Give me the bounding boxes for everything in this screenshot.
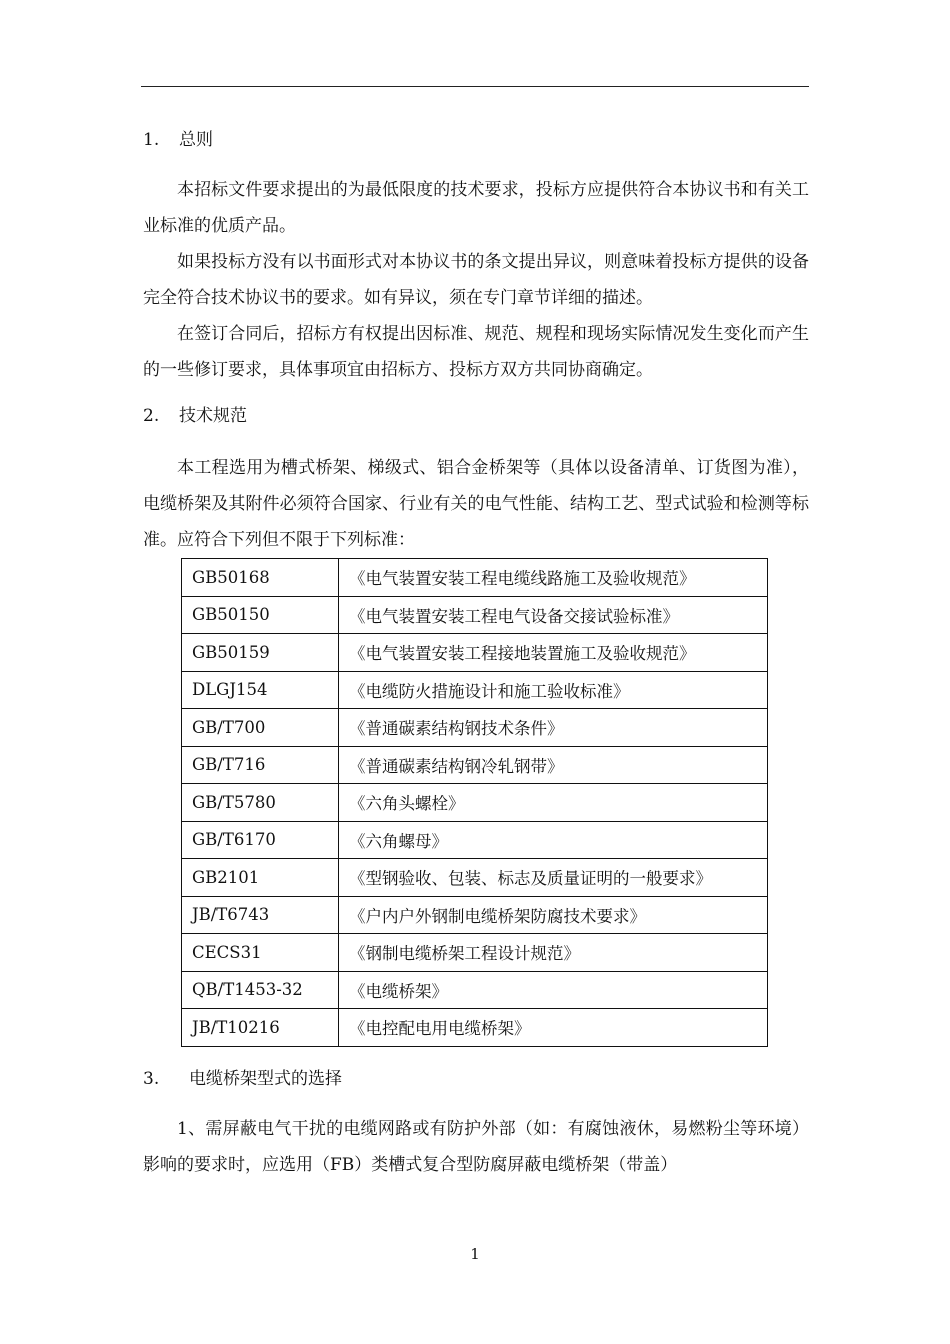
standard-name: 《电缆防火措施设计和施工验收标准》 xyxy=(339,671,768,709)
standard-code: GB/T716 xyxy=(182,746,339,784)
standard-code: JB/T6743 xyxy=(182,896,339,934)
table-row xyxy=(182,671,768,709)
section-title: 电缆桥架型式的选择 xyxy=(189,1068,342,1089)
section-3-heading xyxy=(143,1067,809,1091)
standard-name: 《普通碳素结构钢冷轧钢带》 xyxy=(339,746,768,784)
standard-name: 《电气装置安装工程接地装置施工及验收规范》 xyxy=(339,634,768,672)
table-row xyxy=(182,784,768,822)
table-row xyxy=(182,971,768,1009)
standard-name: 《六角头螺栓》 xyxy=(339,784,768,822)
standard-code: GB50168 xyxy=(182,559,339,597)
paragraph: 本招标文件要求提出的为最低限度的技术要求，投标方应提供符合本协议书和有关工业标准的优质产品。 xyxy=(143,180,809,236)
table-row xyxy=(182,821,768,859)
table-row xyxy=(182,1009,768,1047)
table-row xyxy=(182,709,768,747)
paragraph: 如果投标方没有以书面形式对本协议书的条文提出异议，则意味着投标方提供的设备完全符合技术协议书的要求。如有异议，须在专门章节详细的描述。 xyxy=(143,252,809,308)
paragraph: 在签订合同后，招标方有权提出因标准、规范、规程和现场实际情况发生变化而产生的一些修订要求，具体事项宜由招标方、投标方双方共同协商确定。 xyxy=(143,324,809,380)
standards-table xyxy=(181,558,768,1047)
standard-code: GB/T5780 xyxy=(182,784,339,822)
section-number: 3. xyxy=(143,1068,160,1089)
standard-code: JB/T10216 xyxy=(182,1009,339,1047)
section-title: 技术规范 xyxy=(179,406,247,426)
table-row xyxy=(182,934,768,972)
standard-code: GB/T700 xyxy=(182,709,339,747)
paragraph: 本工程选用为槽式桥架、梯级式、铝合金桥架等（具体以设备清单、订货图为准），电缆桥架及其附件必须符合国家、行业有关的电气性能、结构工艺、型式试验和检测等标准。应符合下列但不限于下列标准： xyxy=(143,458,809,550)
paragraph: 1、需屏蔽电气干扰的电缆网路或有防护外部（如：有腐蚀液休，易燃粉尘等环境）影响的要求时，应选用（FB）类槽式复合型防腐屏蔽电缆桥架（带盖） xyxy=(143,1118,809,1175)
standard-code: DLGJ154 xyxy=(182,671,339,709)
standard-name: 《钢制电缆桥架工程设计规范》 xyxy=(339,934,768,972)
table-row xyxy=(182,559,768,597)
section-number: 1. xyxy=(143,130,160,150)
standard-name: 《电缆桥架》 xyxy=(339,971,768,1009)
table-row xyxy=(182,896,768,934)
standard-name: 《普通碳素结构钢技术条件》 xyxy=(339,709,768,747)
standard-code: GB50159 xyxy=(182,634,339,672)
page-number: 1 xyxy=(470,1245,480,1263)
standard-name: 《电控配电用电缆桥架》 xyxy=(339,1009,768,1047)
header-rule xyxy=(141,86,809,87)
section-2-heading xyxy=(143,404,809,428)
standard-name: 《电气装置安装工程电缆线路施工及验收规范》 xyxy=(339,559,768,597)
standard-name: 《电气装置安装工程电气设备交接试验标准》 xyxy=(339,596,768,634)
table-row xyxy=(182,859,768,897)
table-row xyxy=(182,746,768,784)
table-row xyxy=(182,634,768,672)
standard-code: GB50150 xyxy=(182,596,339,634)
standard-code: GB2101 xyxy=(182,859,339,897)
standard-name: 《户内户外钢制电缆桥架防腐技术要求》 xyxy=(339,896,768,934)
standard-name: 《型钢验收、包装、标志及质量证明的一般要求》 xyxy=(339,859,768,897)
section-title: 总则 xyxy=(179,130,213,150)
section-number: 2. xyxy=(143,406,160,426)
standard-code: QB/T1453-32 xyxy=(182,971,339,1009)
standard-code: CECS31 xyxy=(182,934,339,972)
table-row xyxy=(182,596,768,634)
standard-code: GB/T6170 xyxy=(182,821,339,859)
document-body xyxy=(143,128,809,1183)
section-1-heading xyxy=(143,128,809,152)
standard-name: 《六角螺母》 xyxy=(339,821,768,859)
